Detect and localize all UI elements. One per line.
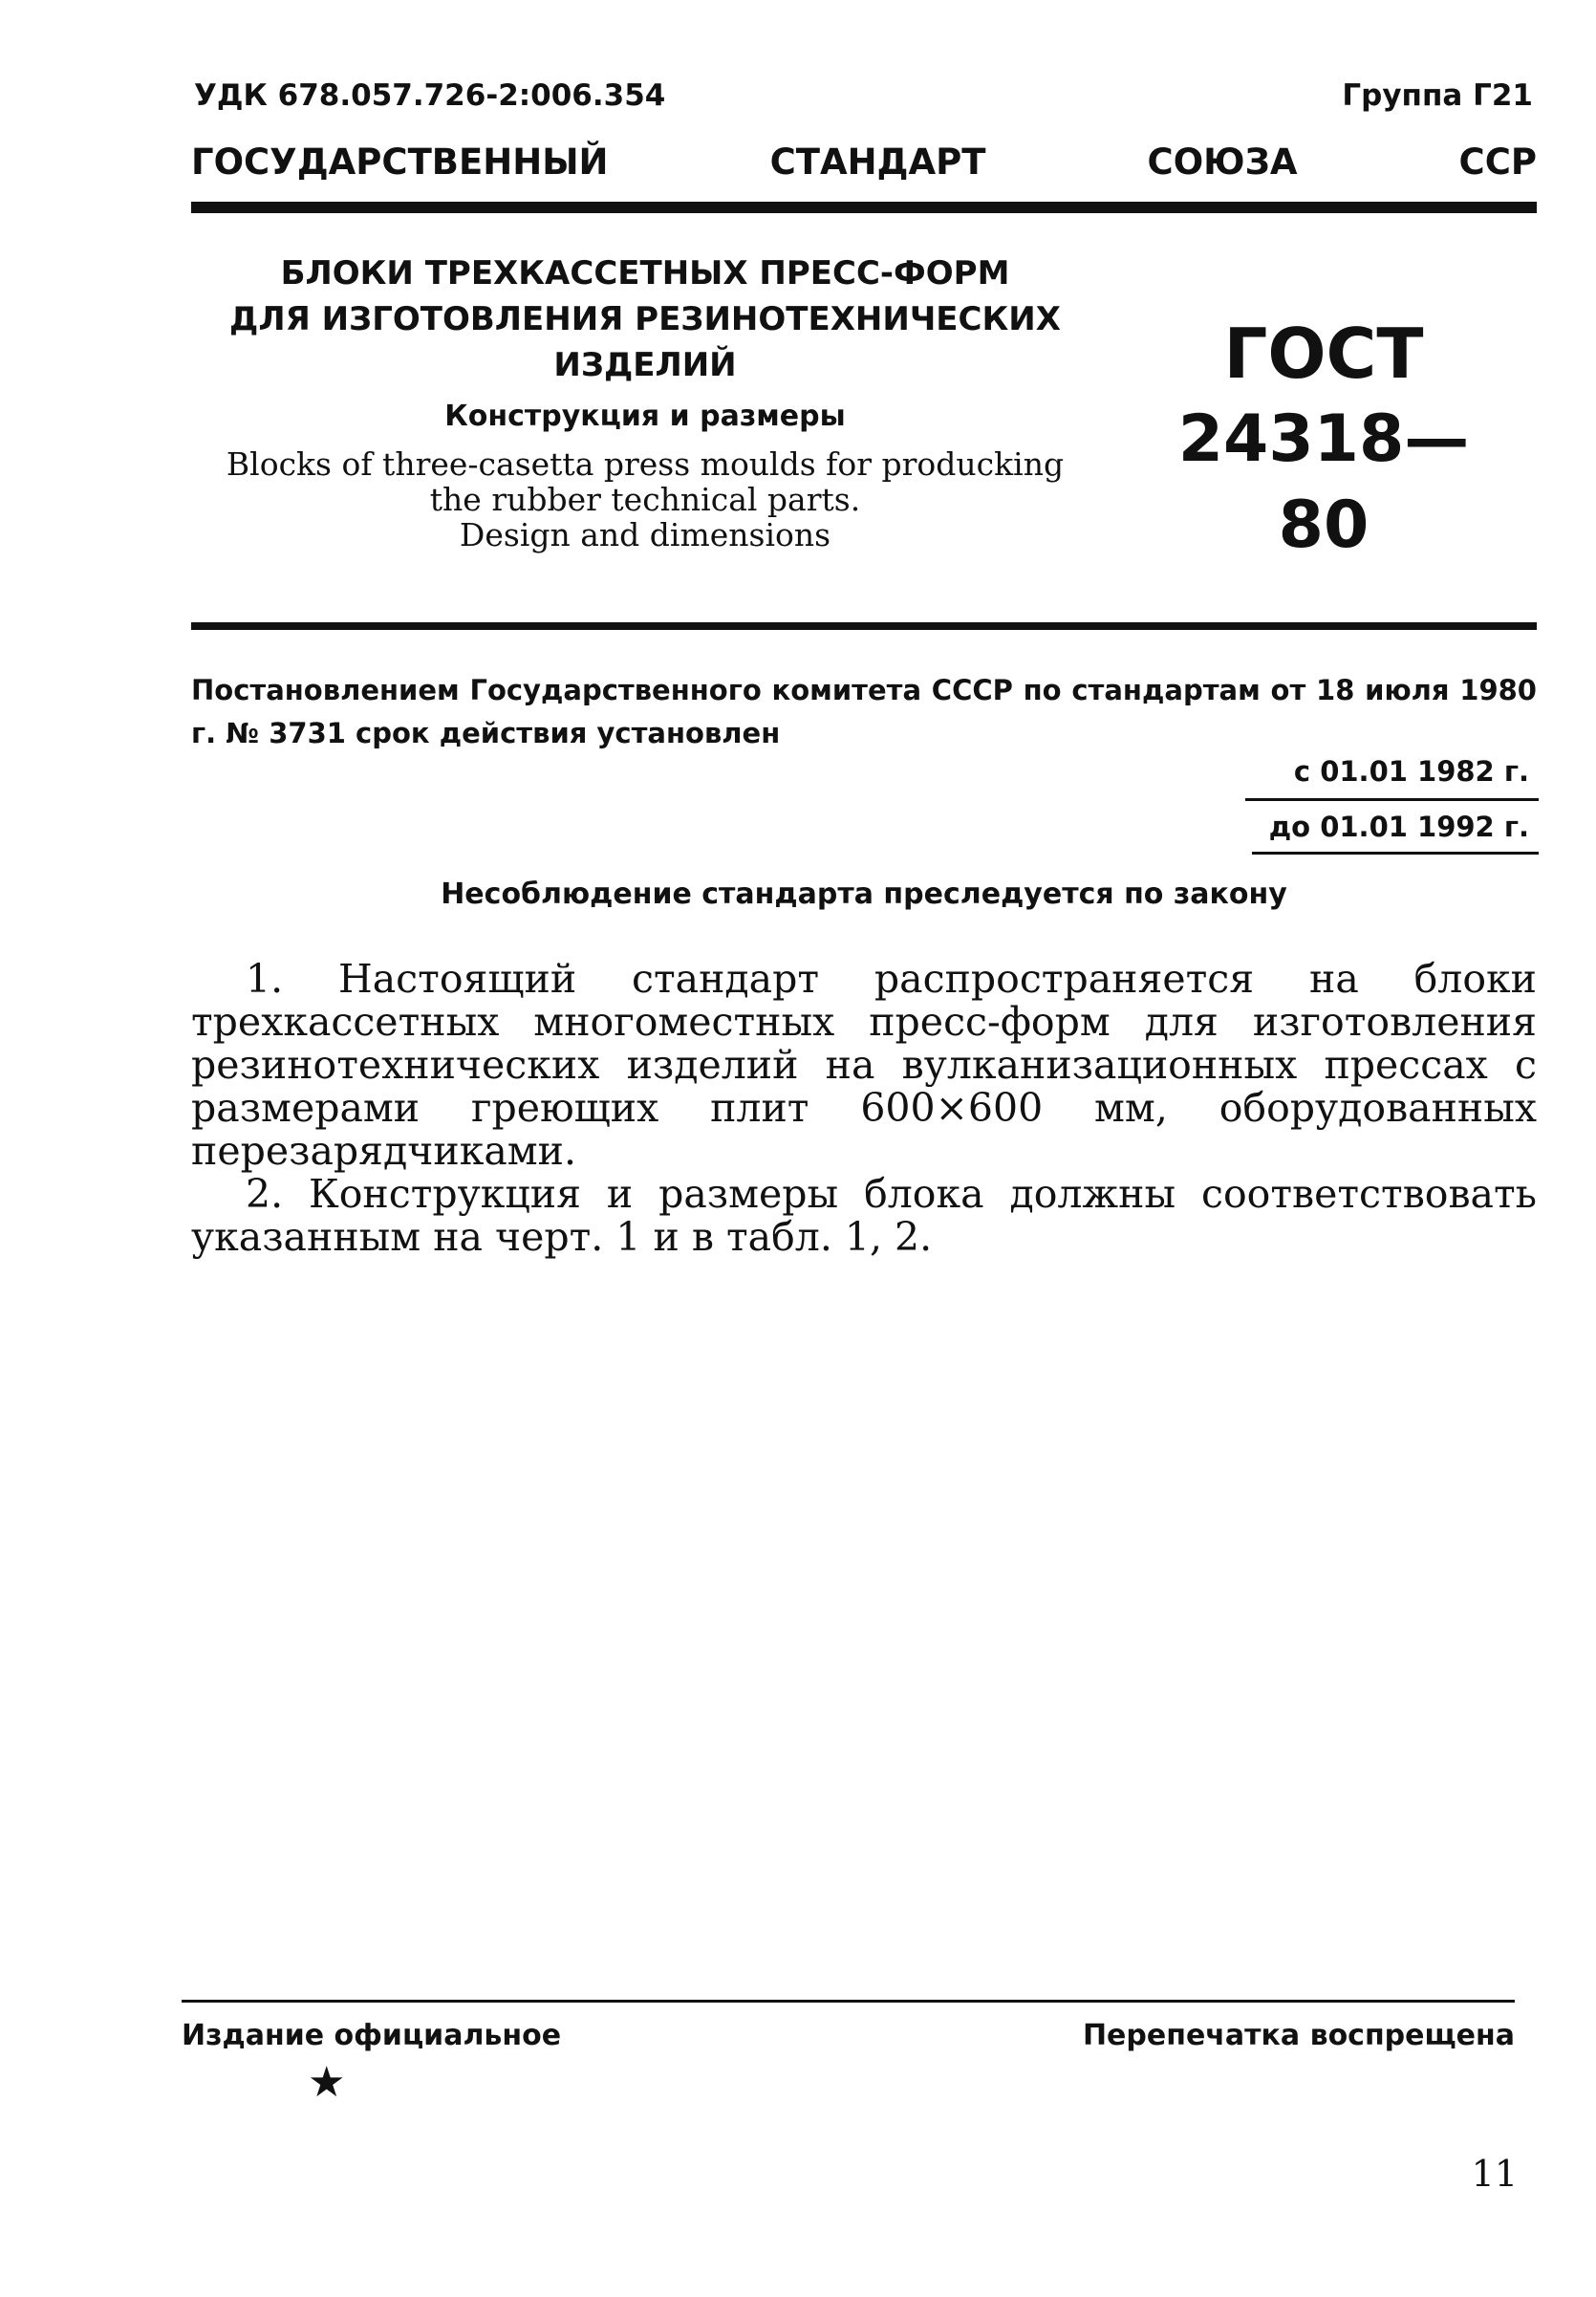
state-standard-word: СТАНДАРТ: [769, 141, 986, 183]
title-line: ИЗДЕЛИЙ: [553, 346, 737, 384]
english-title-line: Design and dimensions: [459, 516, 831, 553]
date-underline: [1252, 852, 1539, 855]
gost-number: 24318—80: [1177, 401, 1470, 563]
state-standard-word: ССР: [1458, 141, 1537, 183]
effective-to-date: до 01.01 1992 г.: [1268, 811, 1529, 843]
legal-notice: Несоблюдение стандарта преследуется по закону: [441, 878, 1287, 911]
state-standard-word: ГОСУДАРСТВЕННЫЙ: [191, 141, 609, 183]
title-block: [215, 250, 1075, 553]
page-number: 11: [1471, 2153, 1518, 2195]
effective-from-date: с 01.01 1982 г.: [1293, 755, 1529, 788]
gost-designation: [1147, 311, 1500, 569]
paragraph: 1. Настоящий стандарт распространяется на блоки трехкассетных многоместных пресс-форм для изготовления резинотехнических изделий на вулканизационных прессах с размерами греющих плит 600×600 мм, оборудованных перезарядчиками.: [191, 956, 1537, 1174]
paragraph: 2. Конструкция и размеры блока должны соответствовать указанным на черт. 1 и в табл. 1, 2.: [191, 1171, 1537, 1260]
title-line: БЛОКИ ТРЕХКАССЕТНЫХ ПРЕСС-ФОРМ: [280, 254, 1010, 293]
date-underline: [1245, 798, 1539, 801]
group-code: Группа Г21: [1342, 78, 1533, 113]
state-standard-word: СОЮЗА: [1147, 141, 1298, 183]
state-standard-heading: [191, 141, 1537, 183]
english-title-line: Blocks of three-casetta press moulds for producking: [226, 445, 1065, 483]
english-title: [215, 446, 1075, 553]
title-line: ДЛЯ ИЗГОТОВЛЕНИЯ РЕЗИНОТЕХНИЧЕСКИХ: [229, 300, 1061, 338]
footer-divider: [182, 2000, 1515, 2003]
top-divider: [191, 202, 1537, 213]
subtitle: Конструкция и размеры: [444, 400, 846, 433]
official-edition-label: Издание официальное: [182, 2019, 562, 2052]
body-text: [191, 958, 1537, 1259]
star-icon: ★: [308, 2058, 346, 2107]
decree-text: Постановлением Государственного комитета СССР по стандартам от 18 июля 1980 г. № 3731 срок действия установлен: [191, 674, 1537, 749]
english-title-line: the rubber technical parts.: [429, 481, 861, 518]
middle-divider: [191, 622, 1537, 630]
reprint-prohibited-label: Перепечатка воспрещена: [1082, 2019, 1515, 2052]
gost-label: ГОСТ: [1223, 314, 1424, 394]
udk-code: УДК 678.057.726-2:006.354: [194, 78, 666, 113]
